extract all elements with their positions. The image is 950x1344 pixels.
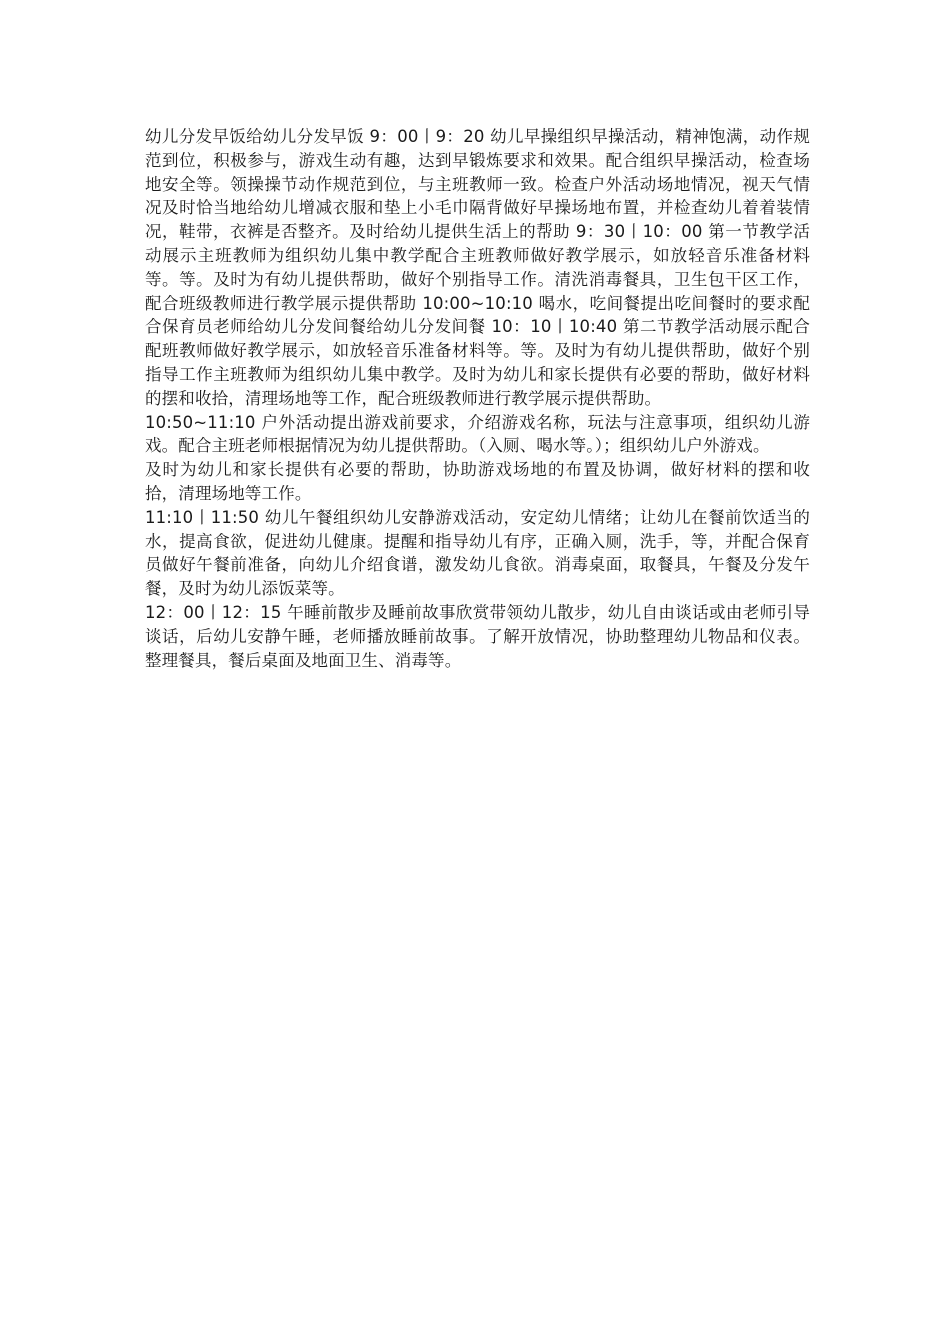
paragraph-nap: 12：00丨12：15 午睡前散步及睡前故事欣赏带领幼儿散步，幼儿自由谈话或由老师引导谈话，后幼儿安静午睡，老师播放睡前故事。了解开放情况，协助整理幼儿物品和仪表。整理餐具，餐后桌面及地面卫生、消毒等。 — [145, 602, 810, 670]
paragraph-help-parents: 及时为幼儿和家长提供有必要的帮助，协助游戏场地的布置及协调，做好材料的摆和收拾，清理场地等工作。 — [145, 460, 810, 503]
paragraph-outdoor-activity: 10:50~11:10 户外活动提出游戏前要求，介绍游戏名称，玩法与注意事项，组织幼儿游戏。配合主班老师根据情况为幼儿提供帮助。（入厕、喝水等。）；组织幼儿户外游戏。 — [145, 412, 810, 456]
paragraph-lunch: 11:10丨11:50 幼儿午餐组织幼儿安静游戏活动，安定幼儿情绪；让幼儿在餐前饮适当的水，提高食欲，促进幼儿健康。提醒和指导幼儿有序，正确入厕，洗手，等，并配合保育员做好午餐前准备，向幼儿介绍食谱，激发幼儿食欲。消毒桌面，取餐具，午餐及分发午餐，及时为幼儿添饭菜等。 — [145, 507, 810, 599]
paragraph-morning-schedule: 幼儿分发早饭给幼儿分发早饭 9：00丨9：20 幼儿早操组织早操活动，精神饱满，动作规范到位，积极参与，游戏生动有趣，达到早锻炼要求和效果。配合组织早操活动，检查场地安全等。领操操节动作规范到位，与主班教师一致。检查户外活动场地情况，视天气情况及时恰当地给幼儿增减衣服和垫上小毛巾隔背做好早操场地布置，并检查幼儿着着装情况，鞋带，衣裤是否整齐。及时给幼儿提供生活上的帮助 9：30丨10：00 第一节教学活动展示主班教师为组织幼儿集中教学配合主班教师做好教学展示，如放轻音乐准备材料等。等。及时为有幼儿提供帮助，做好个别指导工作。清洗消毒餐具，卫生包干区工作，配合班级教师进行教学展示提供帮助 10:00~10:10 喝水，吃间餐提出吃间餐时的要求配合保育员老师给幼儿分发间餐给幼儿分发间餐 10：10丨10:40 第二节教学活动展示配合配班教师做好教学展示，如放轻音乐准备材料等。等。及时为有幼儿提供帮助，做好个别指导工作主班教师为组织幼儿集中教学。及时为幼儿和家长提供有必要的帮助，做好材料的摆和收拾，清理场地等工作，配合班级教师进行教学展示提供帮助。 — [145, 127, 810, 408]
document-body — [145, 125, 810, 672]
